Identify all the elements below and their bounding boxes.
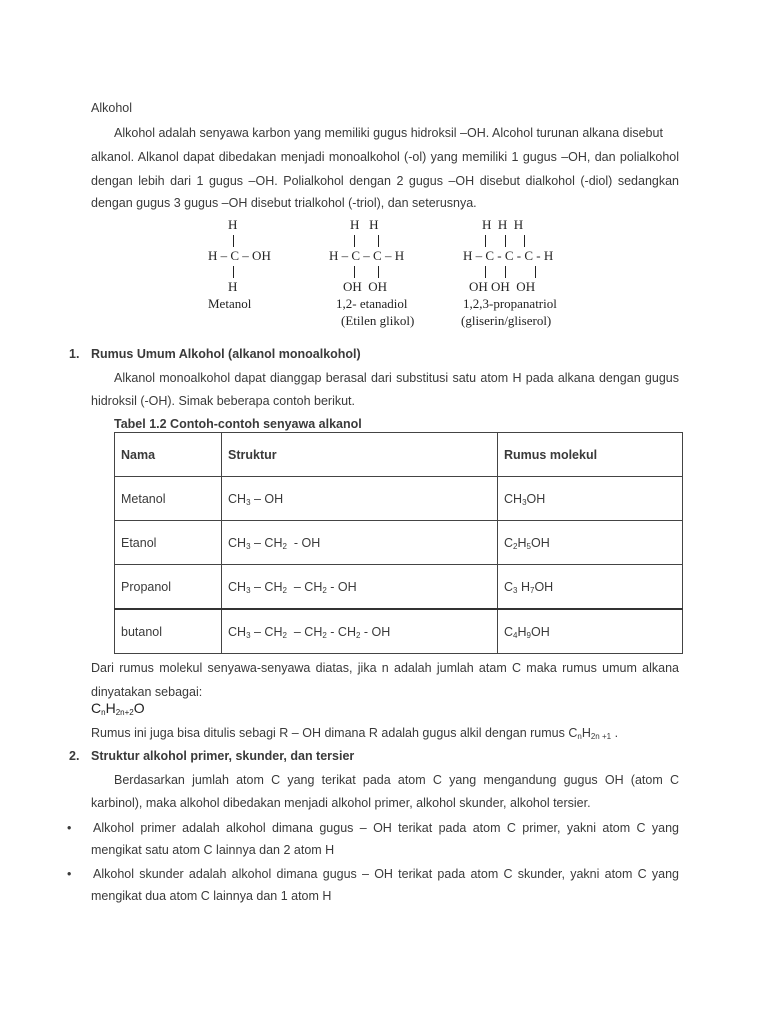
etanadiol-label: 1,2- etanadiol — [336, 296, 408, 311]
bullet-1-line-1: Alkohol primer adalah alkohol dimana gugus – OH terikat pada atom C primer, yakni atom C yang — [93, 821, 679, 835]
section-1-title: Rumus Umum Alkohol (alkanol monoalkohol) — [91, 347, 361, 361]
cell-rumus: $C_4H_9OH$ — [498, 609, 683, 654]
metanol-label: Metanol — [208, 296, 252, 311]
bullet-2-line-2: mengikat dua atom C lainnya dan 1 atom H — [91, 889, 332, 903]
etanadiol-alt-label: (Etilen glikol) — [341, 313, 415, 328]
bullet-2-line-1: Alkohol skunder adalah alkohol dimana gugus – OH terikat pada atom C skunder, yakni atom C yang — [93, 867, 679, 881]
bullet-icon: • — [67, 821, 72, 835]
table-header-row — [115, 433, 683, 477]
intro-line-2: alkanol. Alkanol dapat dibedakan menjadi monoalkohol (-ol) yang memiliki 1 gugus –OH, dan polialkohol — [91, 150, 679, 164]
cell-struktur: $CH_3$ – OH — [222, 477, 498, 521]
cell-nama: Etanol — [115, 521, 222, 565]
header-struktur: Struktur — [222, 433, 498, 477]
intro-line-3: dengan lebih dari 1 gugus –OH. Polialkohol dengan 2 gugus –OH disebut dialkohol (-diol) sedangkan — [91, 174, 679, 188]
cell-struktur: $CH_3 - CH_2 - CH_2$ - OH — [222, 565, 498, 610]
section-1-body-1: Alkanol monoalkohol dapat dianggap berasal dari substitusi satu atom H pada alkana dengan gugus — [114, 371, 679, 385]
section-2-title: Struktur alkohol primer, skunder, dan tersier — [91, 749, 355, 763]
cell-rumus: $C_2H_5OH$ — [498, 521, 683, 565]
structural-formula-figure: H H – C – OH H Metanol H H H – C – C – H OH OH 1,2- etanadiol (Etilen glikol) H H H H – C - C - C - H OH OH OH 1,2,3-propanatriol (gliserin/gliserol) — [208, 217, 557, 328]
cell-rumus: $C_3$ $H_7OH$ — [498, 565, 683, 610]
general-formula: $C_nH_{2n+2}O$ — [91, 700, 145, 717]
page-title: Alkohol — [91, 101, 132, 115]
cell-nama: butanol — [115, 609, 222, 654]
propanatriol-label: 1,2,3-propanatriol — [463, 296, 557, 311]
cell-rumus: $CH_3OH$ — [498, 477, 683, 521]
general-formula-text-1: Dari rumus molekul senyawa-senyawa diatas, jika n adalah jumlah atam C maka rumus umum alkana — [91, 661, 679, 675]
bullet-icon: • — [67, 867, 72, 881]
cell-nama: Propanol — [115, 565, 222, 610]
header-rumus: Rumus molekul — [498, 433, 683, 477]
propanatriol-alt-label: (gliserin/gliserol) — [461, 313, 552, 328]
table-row — [115, 565, 683, 610]
bullet-1-line-2: mengikat satu atom C lainnya dan 2 atom H — [91, 843, 335, 857]
header-nama: Nama — [115, 433, 222, 477]
cell-nama: Metanol — [115, 477, 222, 521]
general-formula-text-2: dinyatakan sebagai: — [91, 685, 203, 699]
cell-struktur: $CH_3 - CH_2 - CH_2 - CH_2$ - OH — [222, 609, 498, 654]
cell-struktur: $CH_3 - CH_2$ - OH — [222, 521, 498, 565]
section-1-body-2: hidroksil (-OH). Simak beberapa contoh berikut. — [91, 394, 356, 408]
table-caption: Tabel 1.2 Contoh-contoh senyawa alkanol — [114, 417, 362, 431]
table-row — [115, 521, 683, 565]
alkanol-table — [114, 432, 683, 654]
intro-line-1: Alkohol adalah senyawa karbon yang memiliki gugus hidroksil –OH. Alcohol turunan alkana disebut — [114, 126, 663, 140]
section-2-body-1: Berdasarkan jumlah atom C yang terikat pada atom C yang mengandung gugus OH (atom C — [114, 773, 679, 787]
section-2-body-2: karbinol), maka alkohol dibedakan menjadi alkohol primer, alkohol skunder, alkohol tersier. — [91, 796, 591, 810]
table-row — [115, 477, 683, 521]
alkyl-formula-note: Rumus ini juga bisa ditulis sebagi R – OH dimana R adalah gugus alkil dengan rumus $C_nH_{2n +1}$ . — [91, 726, 619, 741]
section-2-number: 2. — [69, 749, 80, 763]
table-row — [115, 609, 683, 654]
intro-line-4: dengan gugus 3 gugus –OH disebut trialkohol (-triol), dan seterusnya. — [91, 196, 477, 210]
section-1-number: 1. — [69, 347, 80, 361]
